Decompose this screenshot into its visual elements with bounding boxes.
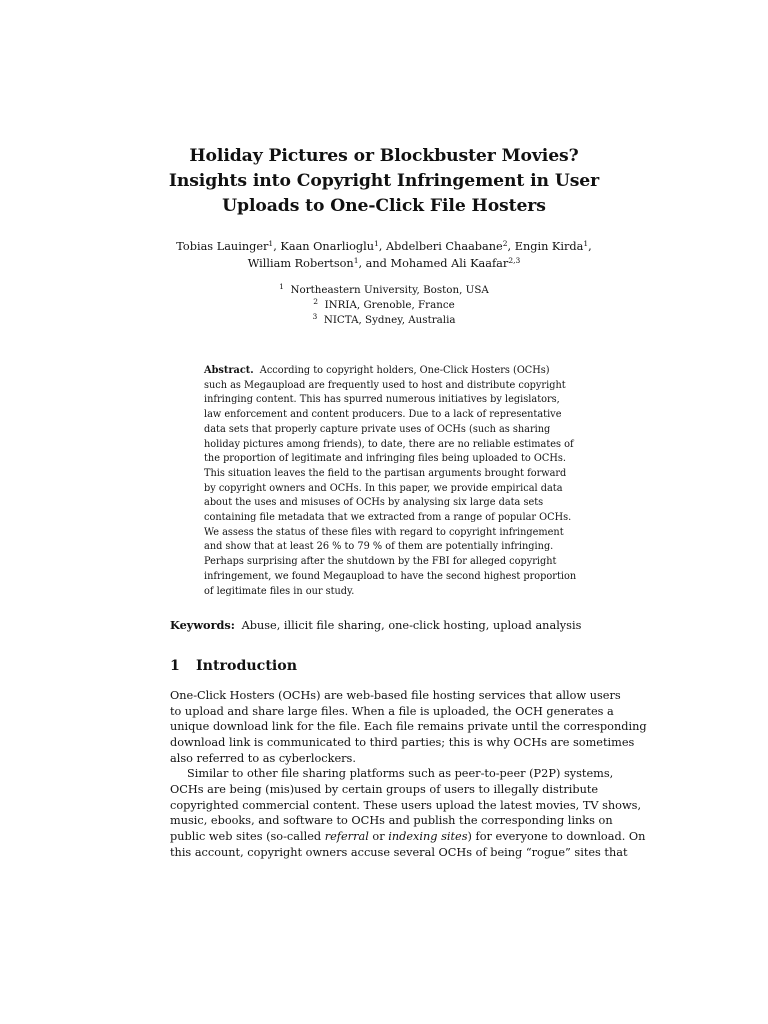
author-list <box>110 238 658 272</box>
body-line: copyrighted commercial content. These users upload the latest movies, TV shows, <box>170 798 642 812</box>
body-text <box>170 688 647 860</box>
body-text-run: public web sites (so-called <box>170 829 325 843</box>
abstract-line: data sets that properly capture private uses of OCHs (such as sharing <box>204 423 551 435</box>
author-affil-mark: 1 <box>583 239 589 248</box>
body-line: One-Click Hosters (OCHs) are web-based file hosting services that allow users <box>170 689 621 702</box>
author-separator: , <box>273 240 281 253</box>
abstract-line: about the uses and misuses of OCHs by analysing six large data sets <box>204 497 544 509</box>
abstract-line: We assess the status of these files with regard to copyright infringement <box>204 526 564 538</box>
affiliation-text: NICTA, Sydney, Australia <box>323 314 456 326</box>
author-line <box>110 238 658 255</box>
affiliation <box>200 283 568 298</box>
affiliation-text: INRIA, Grenoble, France <box>324 299 455 311</box>
title-line: Holiday Pictures or Blockbuster Movies? <box>189 146 579 166</box>
author-affil-mark: 1 <box>268 239 274 248</box>
author-affil-mark: 2 <box>502 239 508 248</box>
body-text-run: or <box>368 829 389 843</box>
abstract-line: infringing content. This has spurred numerous initiatives by legislators, <box>204 394 560 406</box>
abstract-line: containing file metadata that we extracted from a range of popular OCHs. <box>204 512 572 524</box>
author-affil-mark: 1 <box>353 256 359 265</box>
keywords <box>170 617 600 634</box>
body-line: also referred to as cyberlockers. <box>170 751 356 765</box>
author-separator: , <box>507 240 515 253</box>
abstract-line: and show that at least 26 % to 79 % of them are potentially infringing. <box>204 541 554 553</box>
title-line: Uploads to One-Click File Hosters <box>222 196 546 216</box>
keywords-text: Abuse, illicit file sharing, one-click hosting, upload analysis <box>241 619 582 632</box>
body-line <box>170 829 646 845</box>
body-text-run: ) for everyone to download. On <box>467 829 646 843</box>
author-separator: , <box>378 240 386 253</box>
abstract-line: This situation leaves the field to the partisan arguments brought forward <box>204 467 567 479</box>
abstract-line: infringement, we found Megaupload to have the second highest proportion <box>204 570 577 582</box>
abstract-line: law enforcement and content producers. Due to a lack of representative <box>204 409 562 421</box>
affiliation-mark: 3 <box>312 312 318 321</box>
affiliation-mark: 2 <box>313 297 319 306</box>
body-line: download link is communicated to third parties; this is why OCHs are sometimes <box>170 735 635 749</box>
abstract-line: by copyright owners and OCHs. In this paper, we provide empirical data <box>204 482 563 494</box>
section-title: Introduction <box>196 658 298 674</box>
affiliation-text: Northeastern University, Boston, USA <box>290 284 489 296</box>
abstract-line <box>204 364 570 379</box>
author-affil-mark: 1 <box>374 239 379 248</box>
author-name: Mohamed Ali Kaafar <box>390 257 509 270</box>
abstract-text: According to copyright holders, One-Click Hosters (OCHs) <box>259 365 550 376</box>
section-heading <box>170 656 297 676</box>
abstract-line: Perhaps surprising after the shutdown by the FBI for alleged copyright <box>204 556 557 568</box>
abstract-label: Abstract. <box>204 365 254 376</box>
body-line: music, ebooks, and software to OCHs and publish the corresponding links on <box>170 814 613 828</box>
body-line: OCHs are being (mis)used by certain groups of users to illegally distribute <box>170 782 599 796</box>
author-name: Tobias Lauinger <box>176 240 269 253</box>
abstract-line: such as Megaupload are frequently used to host and distribute copyright <box>204 379 566 391</box>
abstract-line: holiday pictures among friends), to date, there are no reliable estimates of <box>204 438 574 450</box>
section-number: 1 <box>170 658 180 674</box>
affiliation-list <box>200 283 568 328</box>
body-line: this account, copyright owners accuse several OCHs of being “rogue” sites that <box>170 845 628 859</box>
affiliation <box>200 298 568 313</box>
paper-title <box>120 144 648 219</box>
author-name: Kaan Onarlioglu <box>280 240 374 253</box>
author-line <box>110 255 658 272</box>
body-line: to upload and share large files. When a file is uploaded, the OCH generates a <box>170 704 614 718</box>
abstract-line: of legitimate files in our study. <box>204 585 355 597</box>
title-line: Insights into Copyright Infringement in User <box>168 171 600 191</box>
author-name: William Robertson <box>247 257 354 270</box>
body-line: unique download link for the file. Each file remains private until the corresponding <box>170 720 647 734</box>
affiliation <box>200 313 568 328</box>
author-separator: , and <box>358 257 391 270</box>
body-emphasis: referral <box>324 829 369 843</box>
abstract <box>204 364 577 599</box>
body-emphasis: indexing sites <box>388 829 468 843</box>
body-line: Similar to other file sharing platforms such as peer-to-peer (P2P) systems, <box>187 767 614 781</box>
affiliation-mark: 1 <box>279 282 284 291</box>
author-name: Abdelberi Chaabane <box>385 240 503 253</box>
author-separator: , <box>588 240 592 253</box>
author-name: Engin Kirda <box>514 240 584 253</box>
abstract-line: the proportion of legitimate and infringing files being uploaded to OCHs. <box>204 453 566 465</box>
author-affil-mark: 2,3 <box>508 256 521 265</box>
keywords-label: Keywords: <box>170 618 235 632</box>
